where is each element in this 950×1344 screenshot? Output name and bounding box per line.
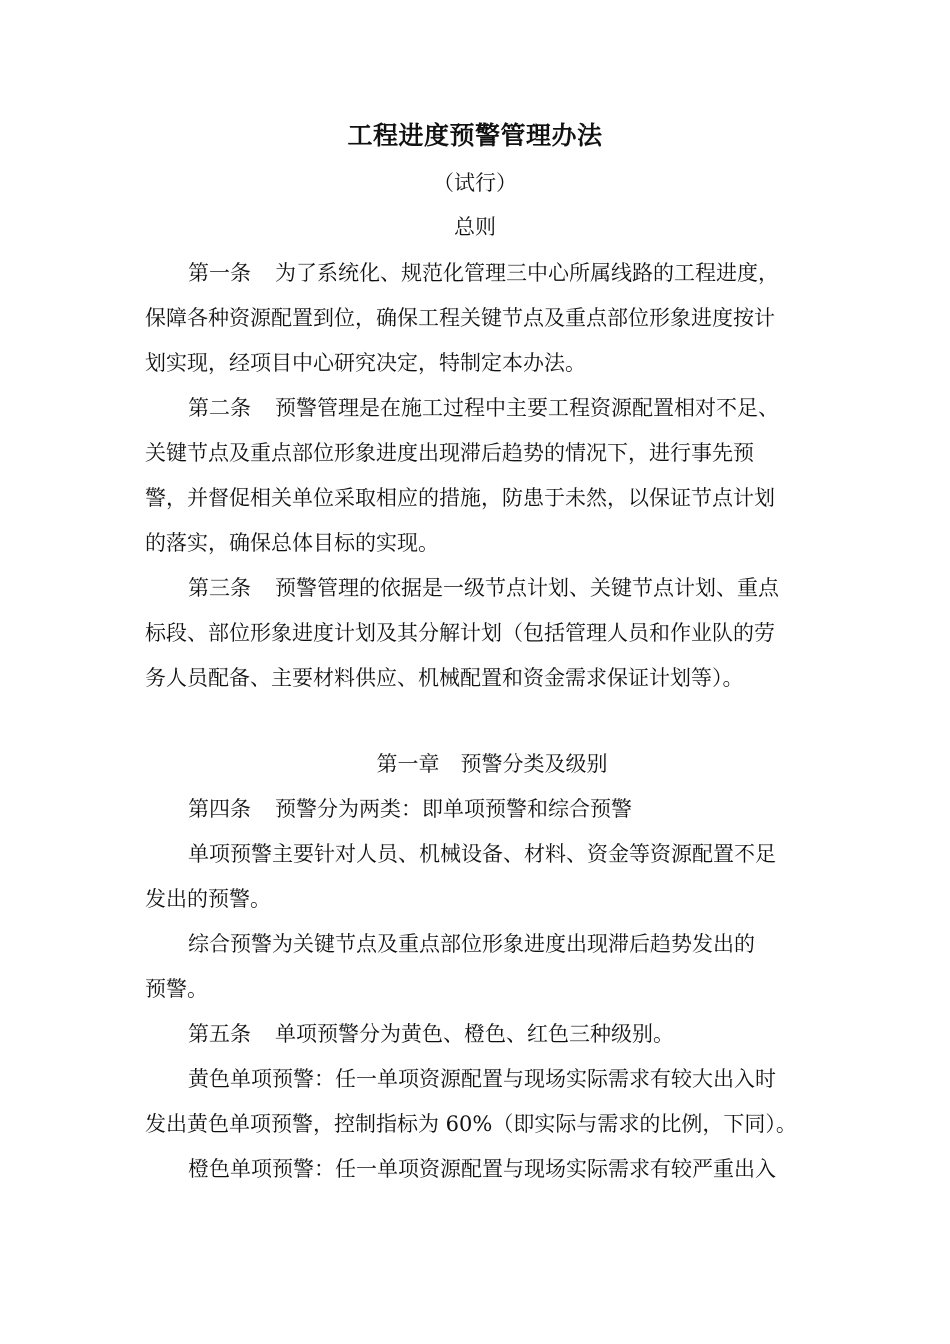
- article-1-line-1: [188, 257, 779, 289]
- article-4-label: 第四条: [188, 797, 251, 821]
- article-5-label: 第五条: [188, 1022, 251, 1046]
- article-1-text-1: 为了系统化、规范化管理三中心所属线路的工程进度，: [275, 261, 779, 285]
- single-warning-line-1: 单项预警主要针对人员、机械设备、材料、资金等资源配置不足: [188, 842, 776, 866]
- article-3-text-1: 预警管理的依据是一级节点计划、关键节点计划、重点: [275, 576, 779, 600]
- document-title: 工程进度预警管理办法: [347, 121, 603, 150]
- article-2-line-2: 关键节点及重点部位形象进度出现滞后趋势的情况下，进行事先预: [145, 441, 754, 465]
- article-1-label: 第一条: [188, 261, 251, 285]
- single-warning-line-2: 发出的预警。: [145, 887, 271, 911]
- orange-warning-line-1: 橙色单项预警：任一单项资源配置与现场实际需求有较严重出入: [188, 1157, 776, 1181]
- document-subtitle: （试行）: [433, 171, 517, 195]
- yellow-warning-line-1: 黄色单项预警：任一单项资源配置与现场实际需求有较大出入时: [188, 1067, 776, 1091]
- article-3-line-2: 标段、部位形象进度计划及其分解计划（包括管理人员和作业队的劳: [145, 621, 775, 645]
- comprehensive-warning-line-2: 预警。: [145, 977, 208, 1001]
- chapter-1-heading: 第一章 预警分类及级别: [376, 752, 608, 776]
- article-3-line-1: [188, 572, 779, 604]
- comprehensive-warning-line-1: 综合预警为关键节点及重点部位形象进度出现滞后趋势发出的: [188, 932, 755, 956]
- article-5-text-1: 单项预警分为黄色、橙色、红色三种级别。: [275, 1022, 674, 1046]
- article-3-label: 第三条: [188, 576, 251, 600]
- article-2-label: 第二条: [188, 396, 251, 420]
- general-provisions-heading: 总则: [454, 215, 496, 239]
- article-4-text-1: 预警分为两类：即单项预警和综合预警: [275, 797, 632, 821]
- article-4-line-1: [188, 793, 632, 825]
- article-3-line-3: 务人员配备、主要材料供应、机械配置和资金需求保证计划等）。: [145, 666, 744, 690]
- article-2-line-3: 警，并督促相关单位采取相应的措施，防患于未然，以保证节点计划: [145, 486, 775, 510]
- article-5-line-1: [188, 1018, 674, 1050]
- article-1-line-2: 保障各种资源配置到位，确保工程关键节点及重点部位形象进度按计: [145, 306, 775, 330]
- article-2-text-1: 预警管理是在施工过程中主要工程资源配置相对不足、: [275, 396, 779, 420]
- article-1-line-3: 划实现，经项目中心研究决定，特制定本办法。: [145, 351, 586, 375]
- article-2-line-1: [188, 392, 779, 424]
- yellow-warning-line-2: 发出黄色单项预警，控制指标为 60%（即实际与需求的比例，下同）。: [145, 1112, 797, 1136]
- article-2-line-4: 的落实，确保总体目标的实现。: [145, 531, 439, 555]
